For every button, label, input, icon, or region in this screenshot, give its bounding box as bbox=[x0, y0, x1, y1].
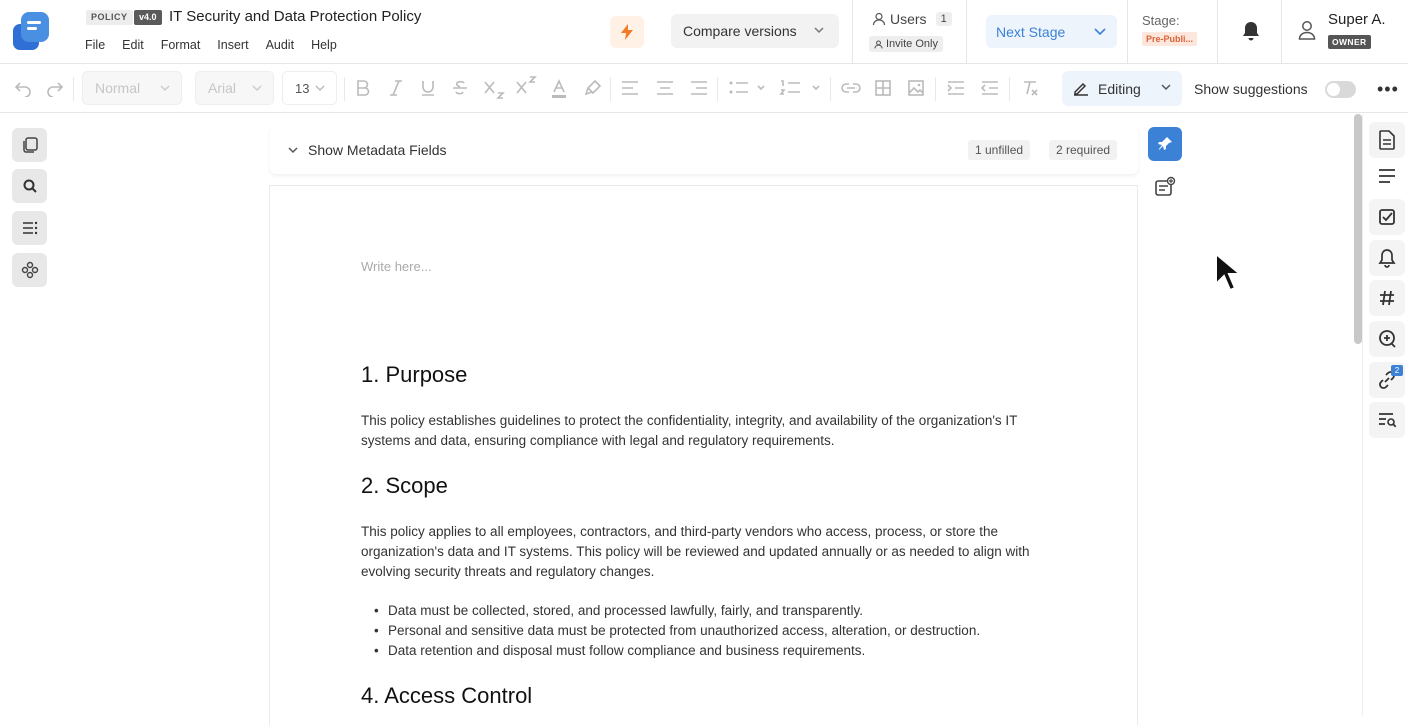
list-item: • Data retention and disposal must follow compliance and business requirements. bbox=[388, 641, 980, 661]
divider bbox=[344, 77, 345, 101]
chevron-down-icon bbox=[314, 82, 326, 94]
divider bbox=[830, 77, 831, 101]
top-bar bbox=[0, 0, 1408, 64]
menu-edit[interactable]: Edit bbox=[122, 38, 144, 52]
link-icon[interactable] bbox=[840, 79, 862, 97]
list-item: • Personal and sensitive data must be protected from unauthorized access, alteration, or destruction. bbox=[388, 621, 980, 641]
more-options-icon[interactable]: ••• bbox=[1377, 79, 1399, 99]
chevron-down-icon bbox=[1160, 81, 1172, 93]
redo-icon[interactable] bbox=[46, 79, 64, 97]
indent-icon[interactable] bbox=[946, 79, 966, 97]
document-info-button[interactable] bbox=[1369, 122, 1405, 158]
menu-help[interactable]: Help bbox=[311, 38, 337, 52]
links-count-badge: 2 bbox=[1391, 365, 1403, 376]
required-count-badge: 2 required bbox=[1049, 140, 1117, 160]
next-stage-button[interactable] bbox=[986, 15, 1117, 48]
add-comment-button[interactable] bbox=[1369, 321, 1405, 357]
paragraph-purpose: This policy establishes guidelines to protect the confidentiality, integrity, and availability of the organization's IT systems and data, ensuring compliance with legal and regulatory requirements. bbox=[361, 413, 1018, 448]
undo-icon[interactable] bbox=[14, 79, 32, 97]
editor-placeholder[interactable]: Write here... bbox=[361, 259, 432, 274]
subscript-icon[interactable] bbox=[483, 79, 505, 99]
unfilled-count-badge: 1 unfilled bbox=[968, 140, 1030, 160]
bold-icon[interactable] bbox=[354, 79, 372, 97]
chevron-down-icon bbox=[251, 82, 263, 94]
paragraph-style-dropdown[interactable] bbox=[82, 71, 182, 105]
users-count: 1 bbox=[936, 12, 952, 26]
list-item: • Data must be collected, stored, and processed lawfully, fairly, and transparently. bbox=[388, 601, 980, 621]
font-size-dropdown[interactable] bbox=[282, 71, 337, 105]
bullet-list bbox=[388, 601, 980, 661]
menu-bar bbox=[85, 38, 354, 52]
vertical-scrollbar[interactable] bbox=[1354, 114, 1362, 344]
links-button[interactable] bbox=[1369, 362, 1405, 398]
bell-icon bbox=[1378, 248, 1396, 268]
tags-button[interactable] bbox=[1369, 280, 1405, 316]
chevron-down-icon bbox=[159, 82, 171, 94]
heading-purpose: 1. Purpose bbox=[361, 362, 468, 387]
list-search-icon bbox=[1377, 411, 1397, 429]
user-icon bbox=[872, 12, 886, 26]
users-button[interactable] bbox=[872, 11, 952, 27]
align-right-icon[interactable] bbox=[689, 79, 709, 97]
formatting-toolbar bbox=[0, 65, 1408, 113]
comment-plus-icon bbox=[1377, 329, 1397, 349]
next-stage-label: Next Stage bbox=[996, 23, 1066, 40]
search-icon bbox=[22, 178, 38, 194]
editing-mode-dropdown[interactable] bbox=[1062, 71, 1182, 106]
paragraph-scope: This policy applies to all employees, contractors, and third-party vendors who access, process, or store the organization's data and IT systems. This policy will be reviewed and updated annually or as needed to align with evolving security threats and regulatory changes. bbox=[361, 524, 1030, 579]
menu-audit[interactable]: Audit bbox=[265, 38, 295, 52]
font-size-value: 13 bbox=[295, 80, 310, 96]
document-icon bbox=[1378, 130, 1396, 150]
compare-versions-label: Compare versions bbox=[683, 23, 797, 39]
metadata-panel[interactable] bbox=[270, 128, 1138, 174]
lightning-icon bbox=[621, 24, 633, 40]
highlight-icon[interactable] bbox=[584, 79, 602, 97]
mouse-pointer-icon bbox=[1214, 252, 1242, 296]
chevron-down-icon bbox=[1093, 24, 1107, 38]
invite-label: Invite Only bbox=[886, 38, 938, 50]
strikethrough-icon[interactable] bbox=[451, 79, 469, 97]
comment-button[interactable] bbox=[1148, 127, 1182, 161]
divider bbox=[852, 0, 853, 64]
search-button[interactable] bbox=[12, 169, 47, 203]
right-sidebar bbox=[1362, 114, 1408, 716]
menu-file[interactable]: File bbox=[85, 38, 106, 52]
divider bbox=[1009, 77, 1010, 101]
user-name[interactable]: Super A. bbox=[1328, 11, 1386, 28]
version-badge: v4.0 bbox=[134, 10, 162, 25]
text-color-icon[interactable] bbox=[550, 79, 568, 99]
pin-icon bbox=[1157, 136, 1173, 152]
tasks-button[interactable] bbox=[1369, 199, 1405, 235]
notification-bell-icon[interactable] bbox=[1241, 20, 1261, 42]
chevron-down-icon bbox=[287, 144, 299, 156]
pencil-icon bbox=[1073, 80, 1089, 96]
menu-insert[interactable]: Insert bbox=[217, 38, 249, 52]
font-family-value: Arial bbox=[208, 80, 237, 96]
document-title[interactable]: IT Security and Data Protection Policy bbox=[169, 8, 422, 25]
find-replace-button[interactable] bbox=[1369, 402, 1405, 438]
outdent-icon[interactable] bbox=[980, 79, 1000, 97]
metadata-toggle-label[interactable]: Show Metadata Fields bbox=[308, 142, 447, 158]
components-button[interactable] bbox=[12, 253, 47, 287]
table-icon[interactable] bbox=[874, 79, 892, 97]
numbered-list-icon[interactable] bbox=[779, 79, 821, 97]
show-suggestions-label: Show suggestions bbox=[1194, 81, 1308, 97]
divider bbox=[1217, 0, 1218, 64]
outline-button[interactable] bbox=[12, 211, 47, 245]
italic-icon[interactable] bbox=[387, 79, 405, 97]
users-label: Users bbox=[890, 11, 927, 27]
document-page[interactable] bbox=[269, 185, 1138, 725]
divider bbox=[966, 0, 967, 64]
add-note-icon bbox=[1154, 176, 1176, 198]
text-outline-button[interactable] bbox=[1369, 158, 1405, 194]
show-suggestions-toggle[interactable] bbox=[1325, 81, 1356, 98]
policy-tag: POLICY bbox=[86, 10, 133, 25]
divider bbox=[717, 77, 718, 101]
components-icon bbox=[21, 261, 39, 279]
lines-icon bbox=[1377, 168, 1397, 184]
menu-format[interactable]: Format bbox=[160, 38, 201, 52]
font-family-dropdown[interactable] bbox=[195, 71, 274, 105]
bullet-list-icon[interactable] bbox=[728, 79, 766, 97]
clear-formatting-icon[interactable] bbox=[1021, 79, 1039, 97]
divider bbox=[1127, 0, 1128, 64]
editing-mode-label: Editing bbox=[1098, 80, 1141, 97]
divider bbox=[1281, 0, 1282, 64]
reminders-button[interactable] bbox=[1369, 240, 1405, 276]
heading-scope: 2. Scope bbox=[361, 473, 448, 498]
superscript-icon[interactable] bbox=[515, 75, 537, 97]
add-note-button[interactable] bbox=[1148, 170, 1182, 204]
align-center-icon[interactable] bbox=[655, 79, 675, 97]
stage-label: Stage: bbox=[1142, 13, 1180, 28]
heading-access-control: 4. Access Control bbox=[361, 683, 533, 708]
image-icon[interactable] bbox=[907, 79, 925, 97]
ai-bolt-button[interactable] bbox=[610, 16, 644, 48]
user-icon bbox=[874, 40, 883, 49]
copy-pages-icon bbox=[21, 136, 39, 154]
profile-icon[interactable] bbox=[1298, 20, 1316, 40]
checkbox-icon bbox=[1378, 208, 1396, 226]
user-role-badge: OWNER bbox=[1328, 35, 1371, 49]
hashtag-icon bbox=[1379, 290, 1395, 306]
stage-badge[interactable]: Pre-Publi... bbox=[1142, 32, 1197, 46]
divider bbox=[73, 77, 74, 101]
paragraph-style-value: Normal bbox=[95, 80, 141, 96]
divider bbox=[935, 77, 936, 101]
list-icon bbox=[21, 220, 39, 236]
compare-versions-dropdown[interactable] bbox=[671, 14, 839, 48]
invite-only-badge[interactable] bbox=[869, 36, 943, 52]
chevron-down-icon bbox=[813, 24, 825, 36]
pages-button[interactable] bbox=[12, 128, 47, 162]
app-logo-icon[interactable] bbox=[13, 12, 49, 50]
align-left-icon[interactable] bbox=[620, 79, 640, 97]
divider bbox=[610, 77, 611, 101]
underline-icon[interactable] bbox=[419, 79, 437, 97]
